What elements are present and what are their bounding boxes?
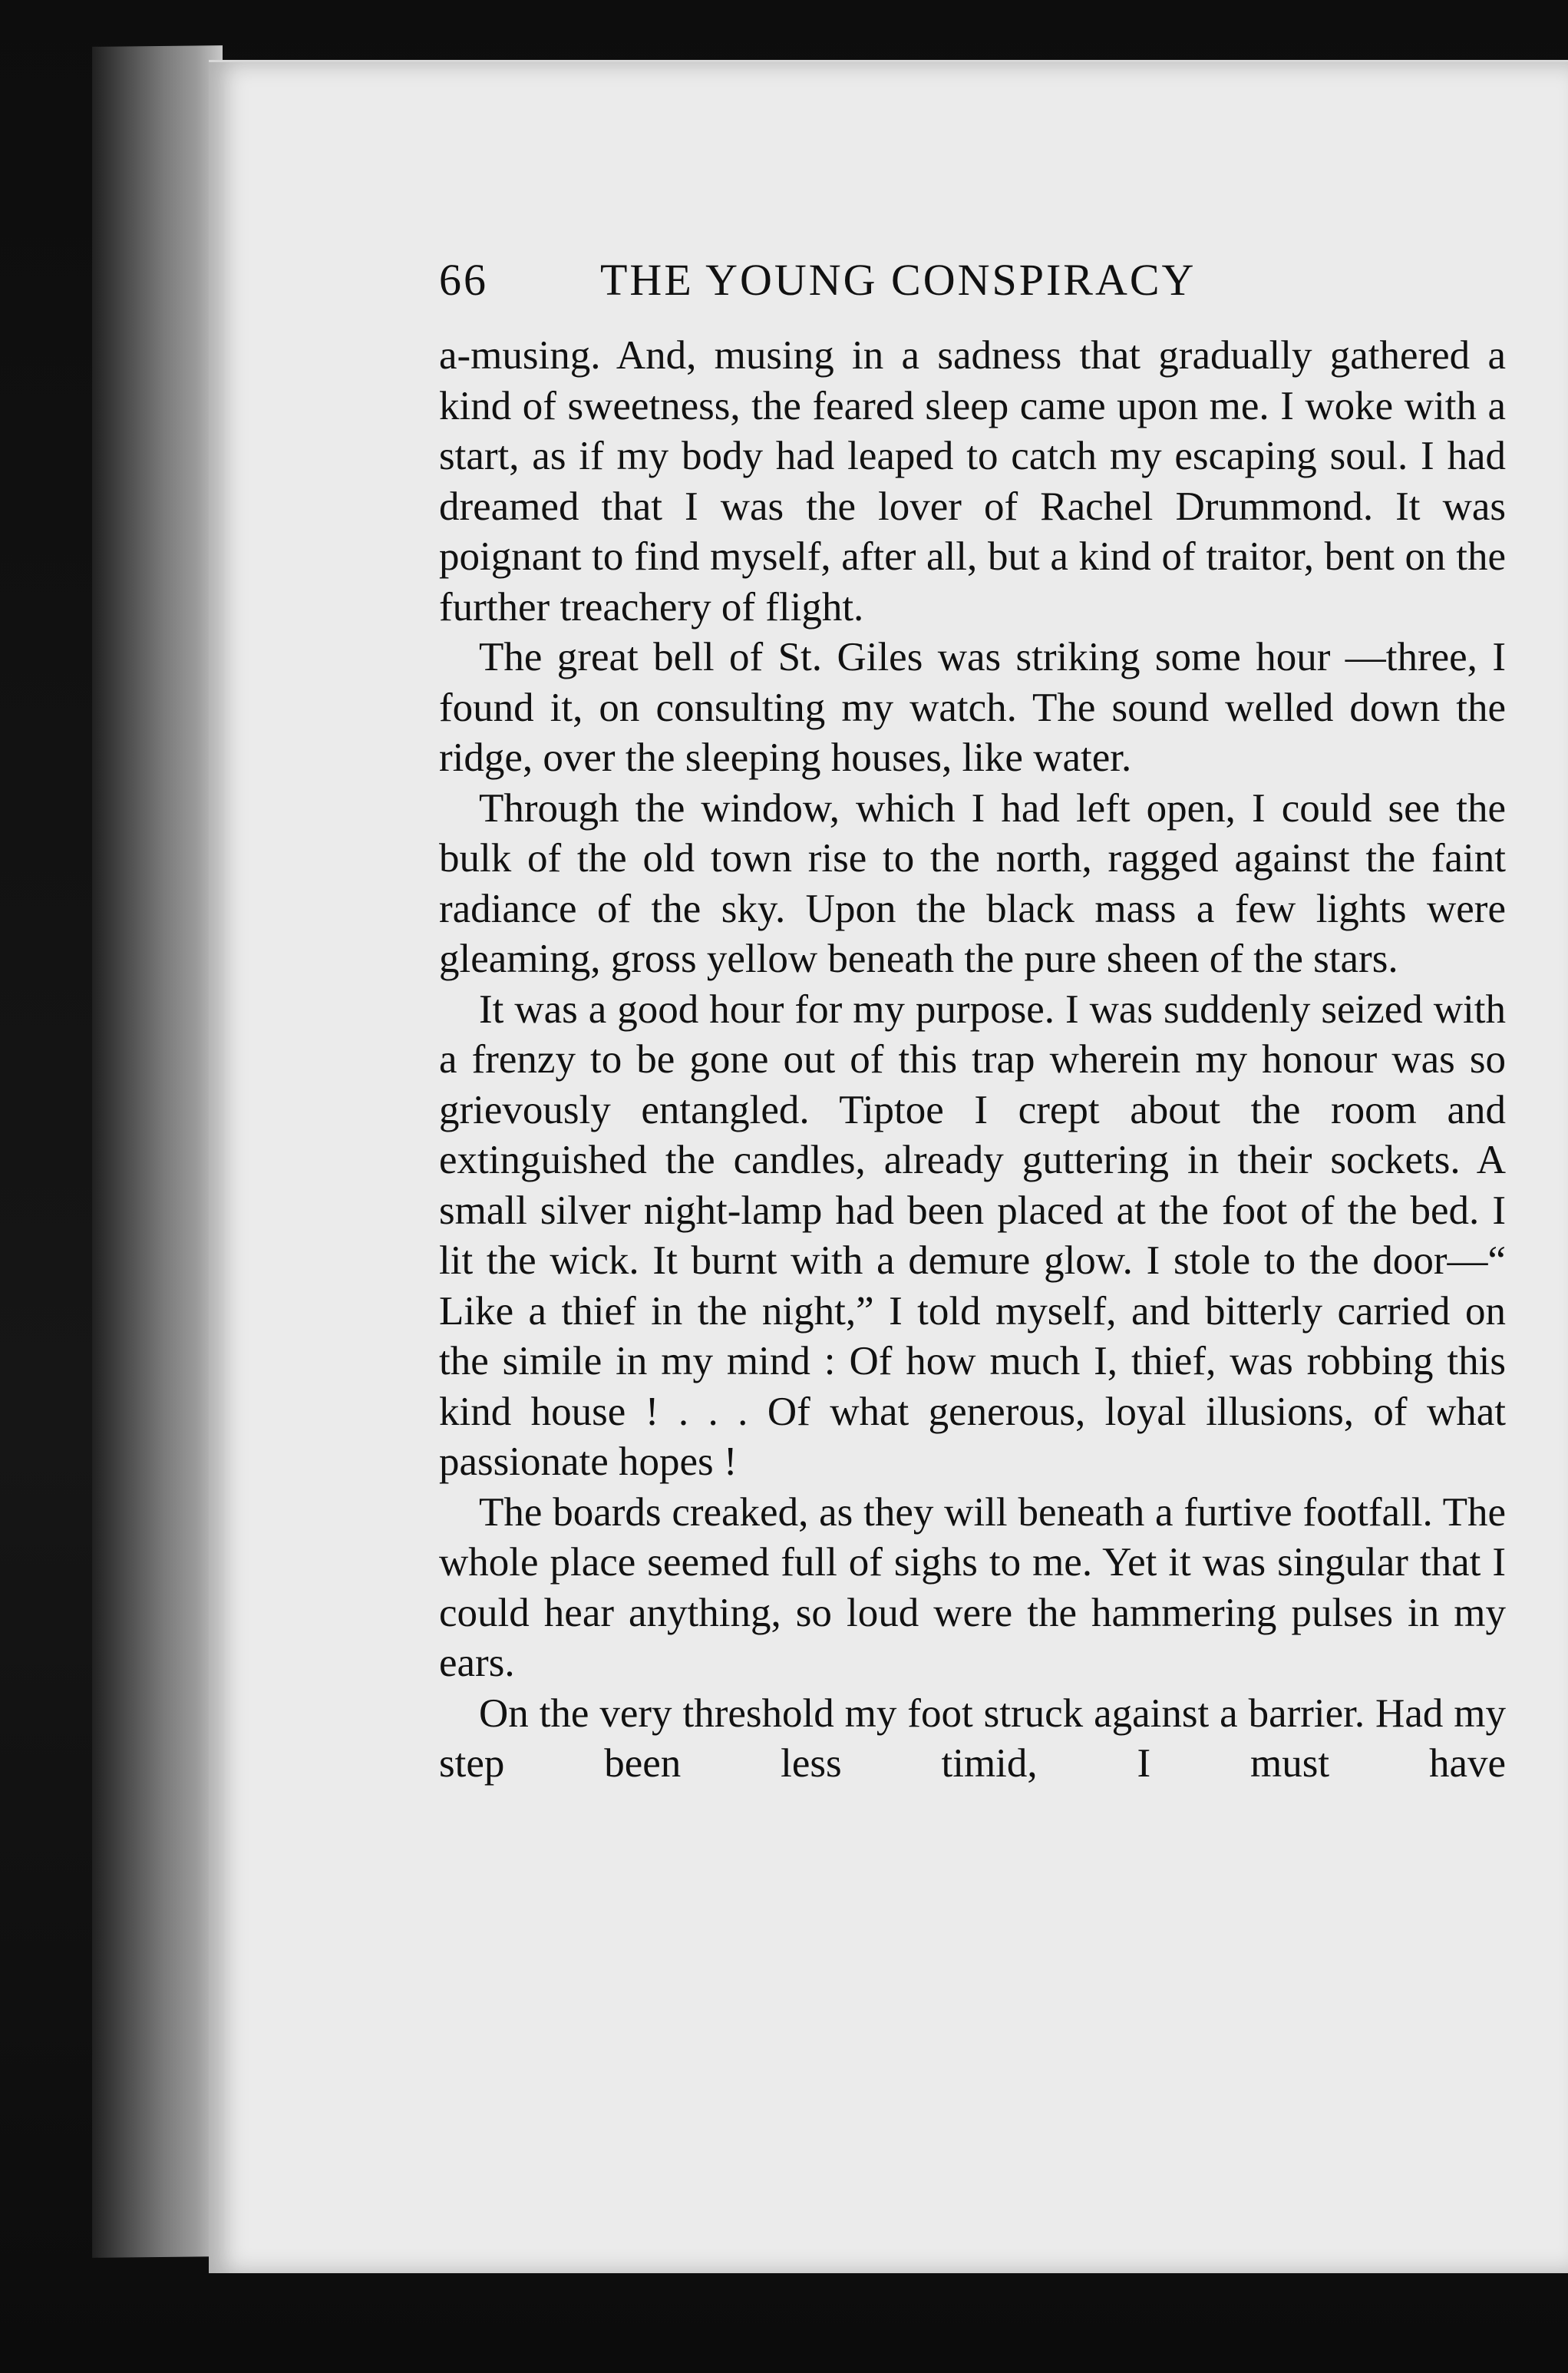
book-page [209,60,1568,2273]
book-binding-edge [92,45,223,2258]
text-body [439,331,1506,1790]
paragraph: The boards creaked, as they will beneath a furtive footfall. The whole place seemed full of sighs to me. Yet it was singular that I could hear anything, so loud were the hammering pulses in my ears. [439,1489,1506,1685]
paragraph: The great bell of St. Giles was striking some hour —three, I found it, on consulting my watch. The sound welled down the ridge, over the sleeping houses, like water. [439,635,1506,780]
page-number: 66 [439,255,488,305]
paragraph: On the very threshold my foot struck against a barrier. Had my step been less timid, I must have [439,1691,1506,1786]
page-content [439,254,1506,1790]
running-title: THE YOUNG CONSPIRACY [600,255,1197,305]
running-head [439,254,1506,323]
paragraph: a-musing. And, musing in a sadness that gradually gathered a kind of sweetness, the feared sleep came upon me. I woke with a start, as if my body had leaped to catch my escaping soul. I had dreamed that I was the lover of Rachel Drummond. It was poignant to find myself, after all, but a kind of traitor, bent on the further treachery of flight. [439,333,1506,630]
paragraph: Through the window, which I had left open, I could see the bulk of the old town rise to the north, ragged against the faint radiance of the sky. Upon the black mass a few lights were gleaming, gross yellow beneath the pure sheen of the stars. [439,785,1506,981]
paragraph: It was a good hour for my purpose. I was suddenly seized with a frenzy to be gone out of this trap wherein my honour was so grievously entangled. Tiptoe I crept about the room and extinguished the candles, already guttering in their sockets. A small silver night-lamp had been placed at the foot of the bed. I lit the wick. It burnt with a demure glow. I stole to the door—“ Like a thief in the night,” I told myself, and bitterly carried on the simile in my mind : Of how much I, thief, was robbing this kind house ! . . . Of what generous, loyal illusions, of what passionate hopes ! [439,987,1506,1484]
